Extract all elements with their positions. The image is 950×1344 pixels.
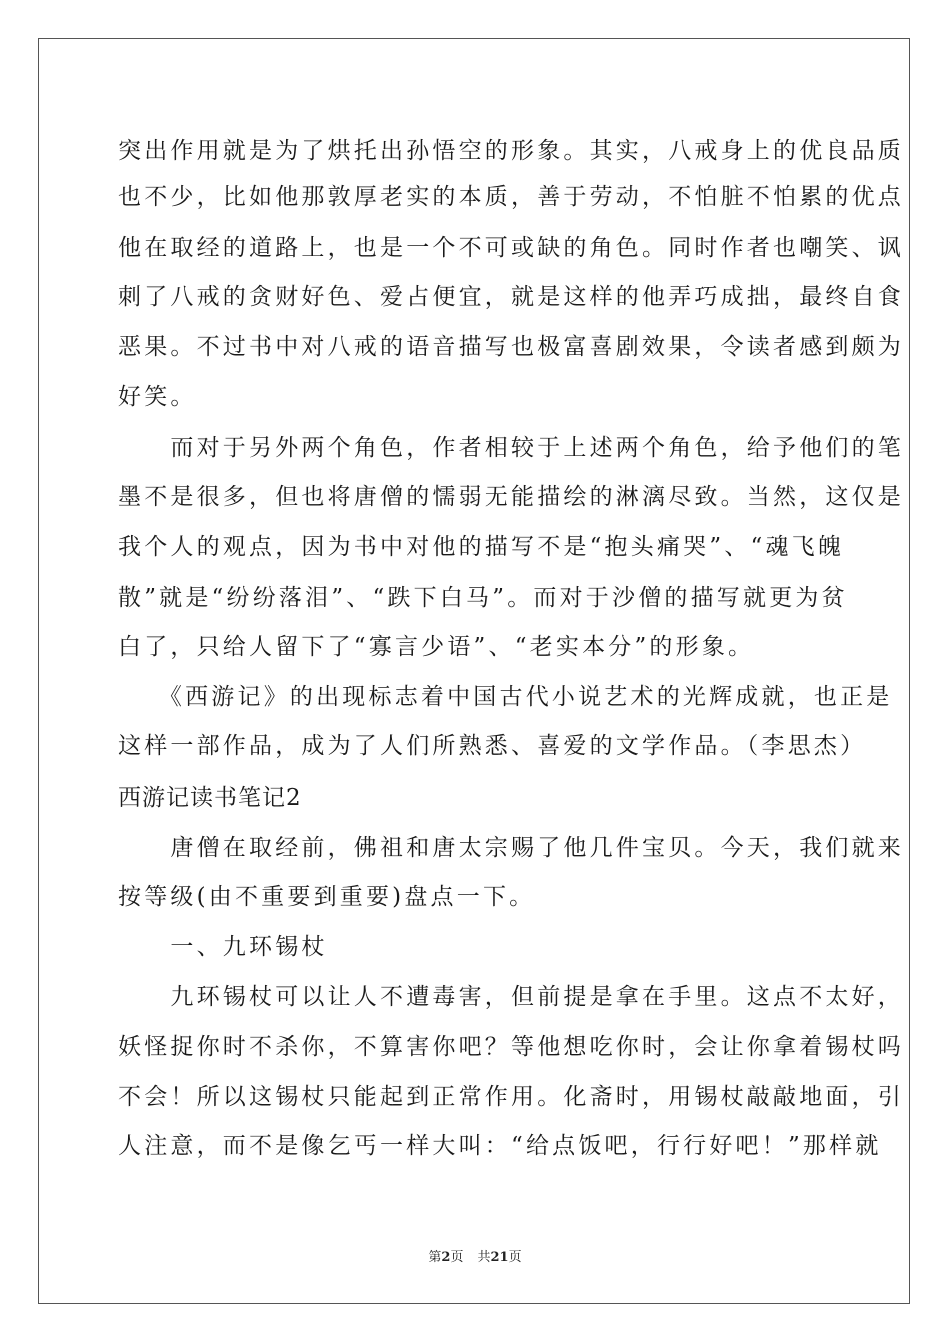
- text-line: 唐僧在取经前，佛祖和唐太宗赐了他几件宝贝。今天，我们就来: [118, 835, 904, 861]
- text-line: 《西游记》的出现标志着中国古代小说艺术的光辉成就，也正是: [118, 684, 893, 710]
- text-line: 而对于另外两个角色，作者相较于上述两个角色，给予他们的笔: [118, 435, 904, 461]
- text-line: 刺了八戒的贪财好色、爱占便宜，就是这样的他弄巧成拙，最终自食: [118, 284, 904, 310]
- page-footer: [0, 1248, 950, 1268]
- total-label-prefix: 共: [477, 1250, 491, 1265]
- text-line: 妖怪捉你时不杀你，不算害你吧？等他想吃你时，会让你拿着锡杖吗: [118, 1034, 904, 1060]
- current-page-number: 2: [441, 1250, 451, 1265]
- text-line: 突出作用就是为了烘托出孙悟空的形象。其实，八戒身上的优良品质: [118, 138, 904, 164]
- text-line: 九环锡杖可以让人不遭毒害，但前提是拿在手里。这点不太好，: [118, 984, 904, 1010]
- text-line: 散”就是“纷纷落泪”、“跌下白马”。而对于沙僧的描写就更为贫: [118, 585, 848, 611]
- total-label-suffix: 页: [508, 1250, 522, 1265]
- page-label-suffix: 页: [450, 1250, 464, 1265]
- text-line: 他在取经的道路上，也是一个不可或缺的角色。同时作者也嘲笑、讽: [118, 235, 904, 261]
- text-line: 按等级(由不重要到重要)盘点一下。: [118, 884, 536, 910]
- text-line: 白了，只给人留下了“寡言少语”、“老实本分”的形象。: [118, 634, 755, 660]
- text-line: 一、九环锡杖: [118, 934, 328, 960]
- page-label-prefix: 第: [428, 1250, 442, 1265]
- text-line: 不会！所以这锡杖只能起到正常作用。化斋时，用锡杖敲敲地面，引: [118, 1084, 904, 1110]
- text-line: 这样一部作品，成为了人们所熟悉、喜爱的文学作品。（李思杰）: [118, 733, 867, 759]
- text-line: 也不少，比如他那敦厚老实的本质，善于劳动，不怕脏不怕累的优点: [118, 184, 904, 210]
- text-line: 恶果。不过书中对八戒的语音描写也极富喜剧效果，令读者感到颇为: [118, 334, 904, 360]
- text-line: 人注意，而不是像乞丐一样大叫：“给点饭吧，行行好吧！”那样就: [118, 1133, 882, 1159]
- section-heading: 西游记读书笔记2: [118, 785, 302, 811]
- text-line: 我个人的观点，因为书中对他的描写不是“抱头痛哭”、“魂飞魄: [118, 534, 845, 560]
- text-line: 墨不是很多，但也将唐僧的懦弱无能描绘的淋漓尽致。当然，这仅是: [118, 484, 904, 510]
- total-page-count: 21: [490, 1250, 509, 1265]
- text-line: 好笑。: [118, 384, 197, 410]
